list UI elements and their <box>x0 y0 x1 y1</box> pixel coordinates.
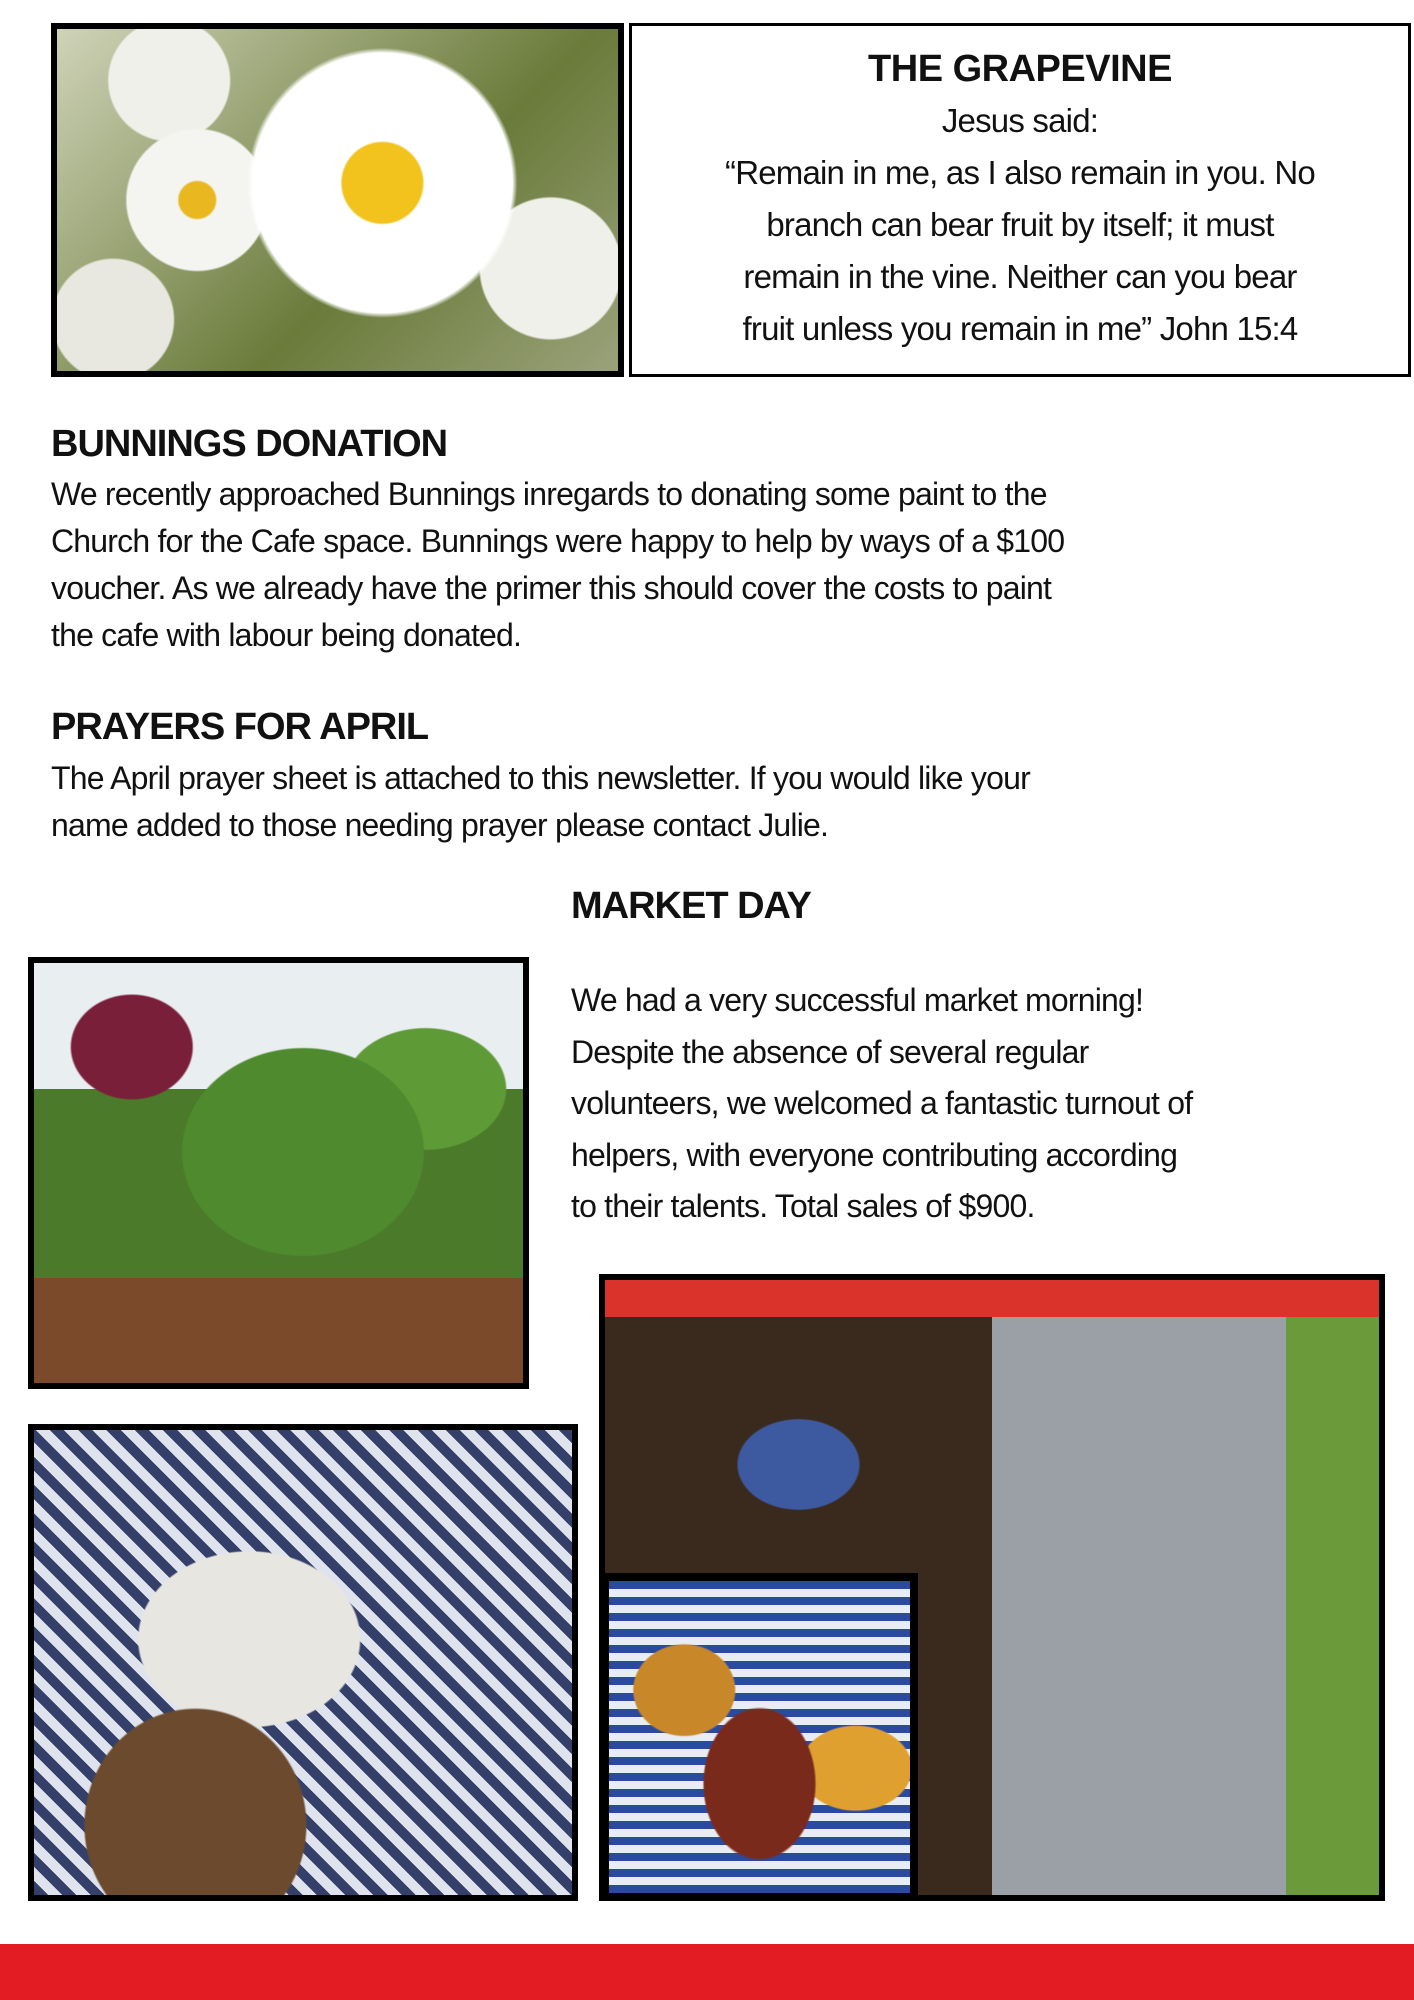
text-line: voucher. As we already have the primer this should cover the costs to paint <box>51 570 1052 606</box>
verse-line: branch can bear fruit by itself; it must <box>766 206 1274 243</box>
prayers-heading: PRAYERS FOR APRIL <box>51 706 429 748</box>
grapevine-title: THE GRAPEVINE <box>868 48 1172 90</box>
text-line: We recently approached Bunnings inregards to donating some paint to the <box>51 476 1047 512</box>
market-heading: MARKET DAY <box>571 885 811 927</box>
plants-stall-photo <box>28 957 529 1389</box>
verse-line: “Remain in me, as I also remain in you. No <box>725 154 1315 191</box>
text-line: to their talents. Total sales of $900. <box>571 1188 1035 1224</box>
bunnings-heading: BUNNINGS DONATION <box>51 423 448 465</box>
text-line: We had a very successful market morning! <box>571 982 1144 1018</box>
prayers-body <box>51 755 1030 849</box>
text-line: Despite the absence of several regular <box>571 1033 1089 1070</box>
verse-line: remain in the vine. Neither can you bear <box>743 258 1297 295</box>
text-line: name added to those needing prayer please contact Julie. <box>51 807 829 843</box>
baked-goods-photo <box>28 1424 578 1901</box>
bunnings-body <box>51 471 1064 659</box>
grapevine-box <box>629 23 1411 377</box>
grapevine-intro: Jesus said: <box>941 102 1099 139</box>
market-body <box>571 975 1192 1233</box>
daisy-photo <box>51 23 624 377</box>
footer-bar <box>0 1944 1414 2000</box>
verse-line: fruit unless you remain in me” John 15:4 <box>742 310 1298 347</box>
text-line: Church for the Cafe space. Bunnings were happy to help by ways of a $100 <box>51 523 1065 559</box>
text-line: the cafe with labour being donated. <box>51 617 522 653</box>
jam-jars-photo <box>601 1573 918 1901</box>
text-line: volunteers, we welcomed a fantastic turnout of <box>571 1085 1193 1121</box>
text-line: helpers, with everyone contributing according <box>571 1136 1178 1173</box>
text-line: The April prayer sheet is attached to this newsletter. If you would like your <box>51 760 1030 796</box>
